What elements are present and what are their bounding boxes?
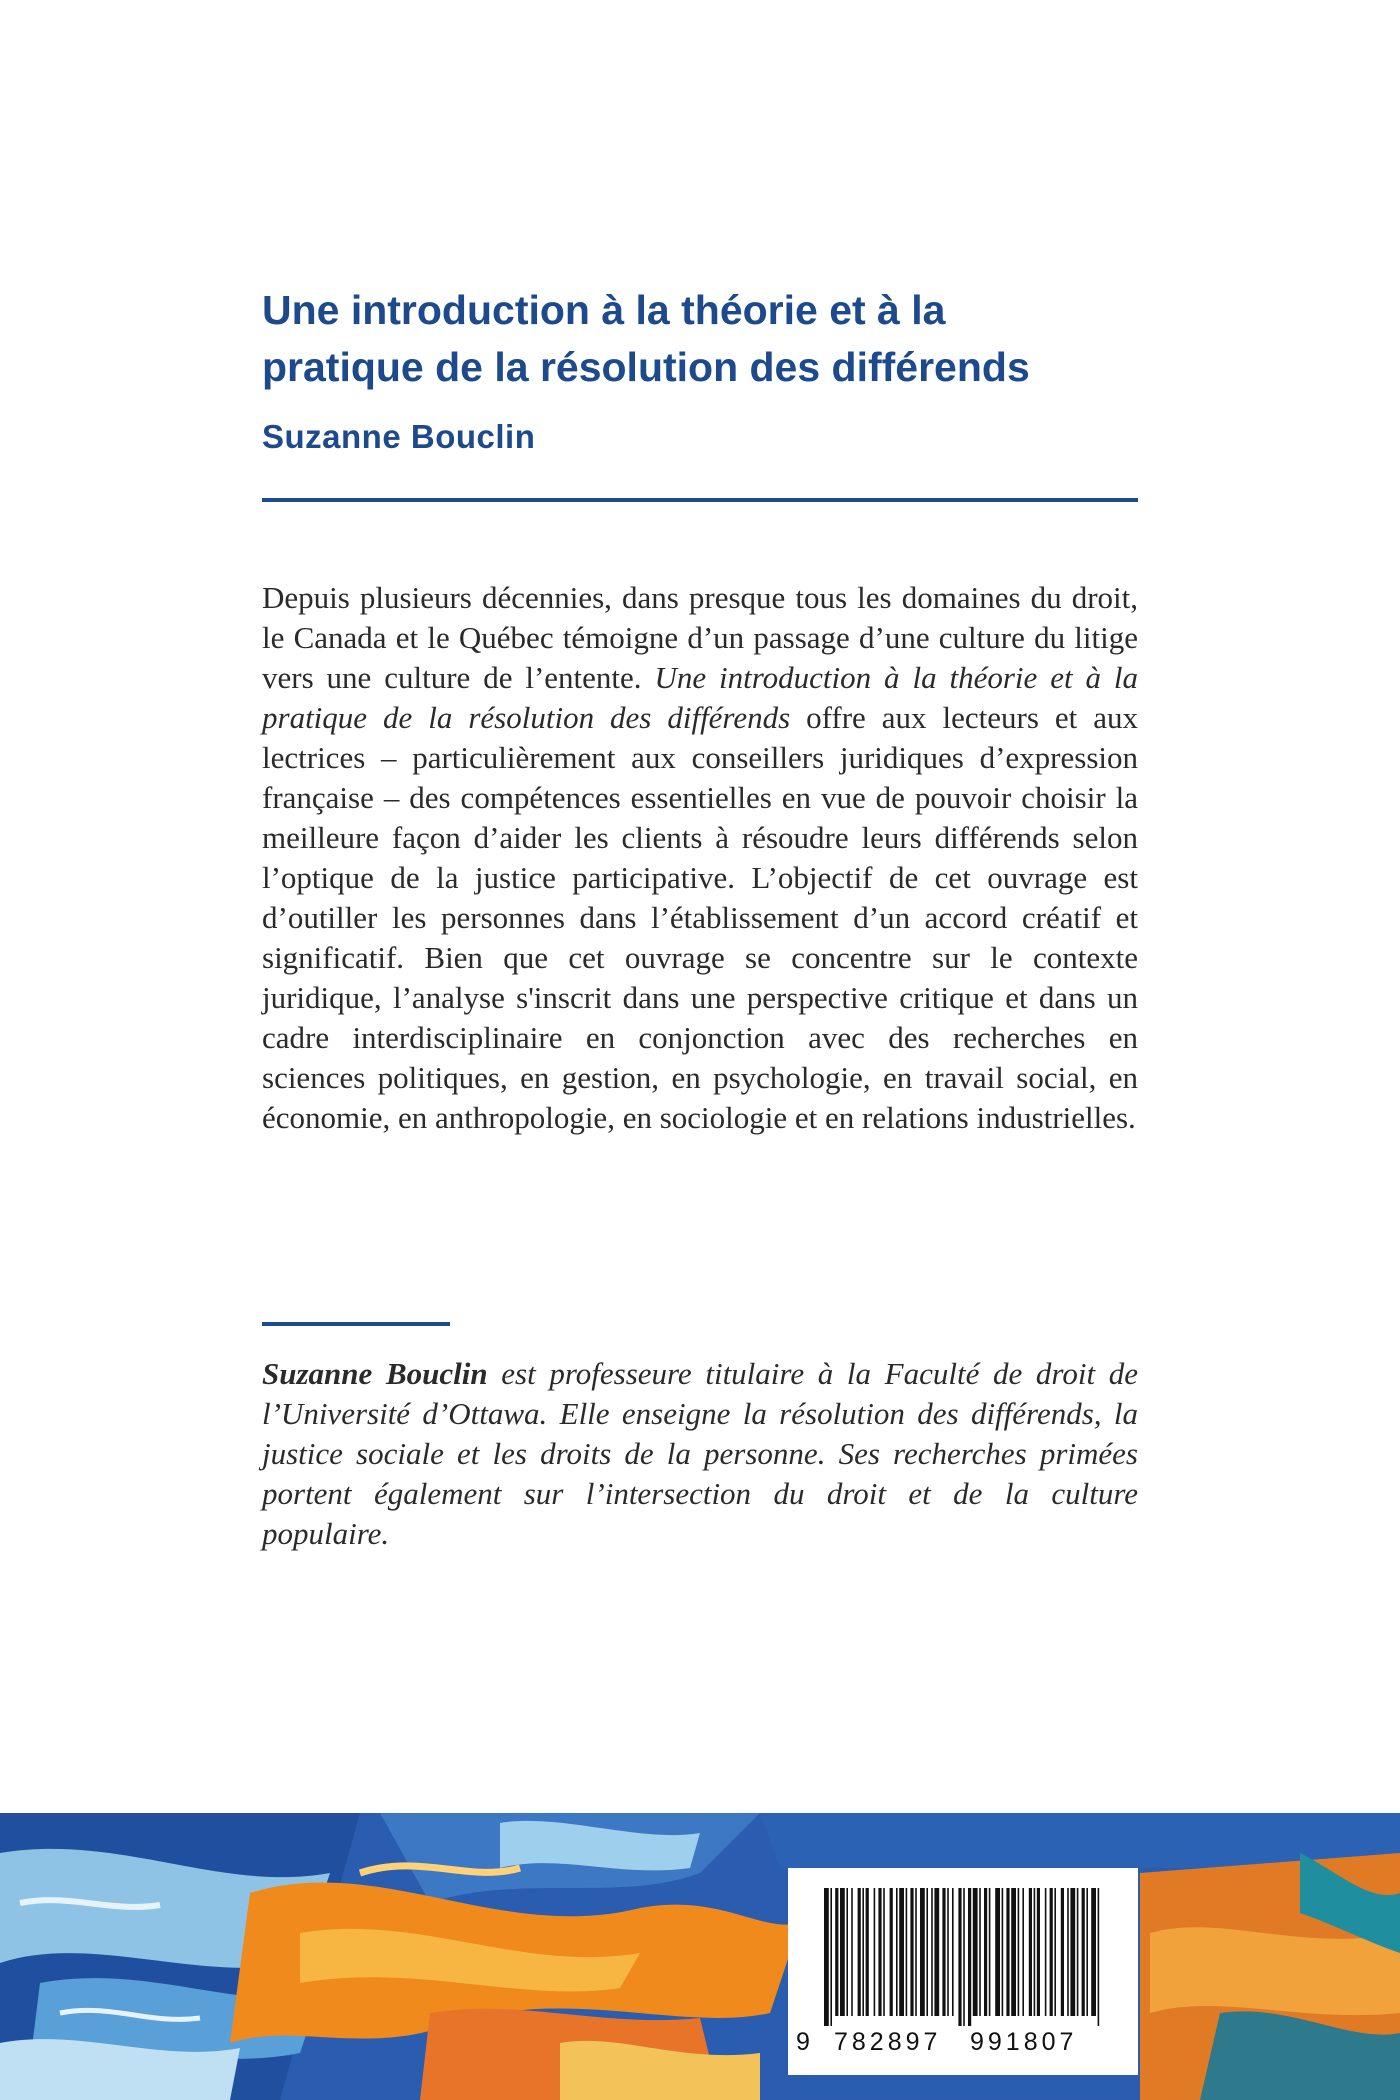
barcode-bar (1061, 1888, 1064, 2016)
barcode-bar (989, 1888, 991, 2016)
barcode-bar (1067, 1888, 1069, 2016)
barcode-bar (1029, 1888, 1032, 2016)
description-text-1: Depuis plusieurs décennies, dans presque tous les domaines du droit, le Canada et le Québec témoigne d’un passage d’une culture du litige vers une culture de l’entente. (262, 580, 1138, 695)
book-title (262, 282, 1162, 396)
barcode-bar (866, 1888, 869, 2016)
barcode-bar (995, 1888, 1000, 2016)
bio-author-name: Suzanne Bouclin (262, 1356, 488, 1391)
author-name: Suzanne Bouclin (262, 418, 536, 455)
barcode-bar (984, 1888, 987, 2016)
barcode-bar (1037, 1888, 1040, 2016)
barcode-bar (952, 1888, 954, 2016)
barcode-bar (1054, 1888, 1056, 2016)
barcode-bar (915, 1888, 917, 2016)
barcode-bar (890, 1888, 893, 2016)
barcode-bar (824, 1888, 829, 2026)
barcode-bar (874, 1888, 876, 2016)
barcode-bar (947, 1888, 949, 2016)
barcode-bar (1082, 1888, 1085, 2016)
title-divider (262, 498, 1138, 502)
barcode-bar (1091, 1888, 1096, 2016)
barcode-group-2: 991807 (970, 2028, 1078, 2056)
barcode-bar (896, 1888, 898, 2016)
barcode-bar (878, 1888, 881, 2016)
barcode-bar (1077, 1888, 1079, 2016)
barcode-bar (1022, 1888, 1024, 2016)
barcode-bar (1098, 1888, 1100, 2026)
barcode-bar (851, 1888, 853, 2016)
barcode-bar (973, 1888, 978, 2016)
barcode-bar (926, 1888, 928, 2016)
barcode-bar (931, 1888, 933, 2016)
barcode-bar (1002, 1888, 1004, 2016)
barcode-bar (910, 1888, 913, 2016)
book-description (262, 578, 1138, 1138)
barcode-bar (942, 1888, 945, 2016)
barcode-bar (858, 1888, 861, 2016)
barcode-bar (1018, 1888, 1020, 2016)
barcode-bar (1034, 1888, 1036, 2016)
barcode-bar (883, 1888, 885, 2016)
barcode-bar (934, 1888, 939, 2016)
description-italic-title: Une introduction à la théorie et à la pratique de la résolution des différends (262, 660, 1138, 735)
abstract-paint-illustration (0, 1813, 1400, 2100)
barcode-bar (979, 1888, 981, 2016)
barcode-bar (920, 1888, 925, 2016)
barcode-bar (840, 1888, 845, 2016)
barcode-bar (906, 1888, 908, 2016)
bio-text: est professeure titulaire à la Faculté de droit de l’Université d’Ottawa. Elle enseigne la résolution des différends, la justice sociale et les droits de la personne. Ses recherches primées portent également sur l’intersection du droit et de la culture populaire. (262, 1356, 1138, 1551)
barcode-bar (958, 1888, 961, 2026)
barcode-bar (1011, 1888, 1016, 2016)
barcode-bar (899, 1888, 904, 2016)
barcode-group-1: 782897 (834, 2028, 942, 2056)
barcode-bar (968, 1888, 971, 2026)
painted-artwork-band (0, 1813, 1400, 2100)
author-bio (262, 1354, 1138, 1554)
barcode-bar (963, 1888, 965, 2026)
barcode-bar (846, 1888, 848, 2016)
barcode-bar (1006, 1888, 1009, 2016)
book-title-line-2: pratique de la résolution des différends (262, 344, 1030, 390)
barcode-first-digit: 9 (796, 2028, 810, 2056)
barcode-bar (1050, 1888, 1053, 2016)
barcode-bar (1086, 1888, 1088, 2016)
barcode-bar (862, 1888, 864, 2016)
barcode-bar (1070, 1888, 1075, 2016)
barcode-bar (830, 1888, 832, 2026)
barcode-bars (806, 1888, 1120, 2026)
barcode-bar (835, 1888, 838, 2016)
book-title-line-1: Une introduction à la théorie et à la (262, 287, 946, 333)
barcode-bar (1045, 1888, 1047, 2016)
bio-divider (262, 1322, 450, 1326)
description-text-2: offre aux lecteurs et aux lectrices – particulièrement aux conseillers juridiques d’expression française – des compétences essentielles en vue de pouvoir choisir la meilleure façon d’aider les clients à résoudre leurs différends selon l’optique de la justice participative. L’objectif de cet ouvrage est d’outiller les personnes dans l’établissement d’un accord créatif et significatif. Bien que cet ouvrage se concentre sur le contexte juridique, l’analyse s'inscrit dans une perspective critique et dans un cadre interdisciplinaire en conjonction avec des recherches en sciences politiques, en gestion, en psychologie, en travail social, en économie, en anthropologie, en sociologie et en relations industrielles. (262, 700, 1138, 1135)
isbn-barcode (788, 1868, 1138, 2075)
